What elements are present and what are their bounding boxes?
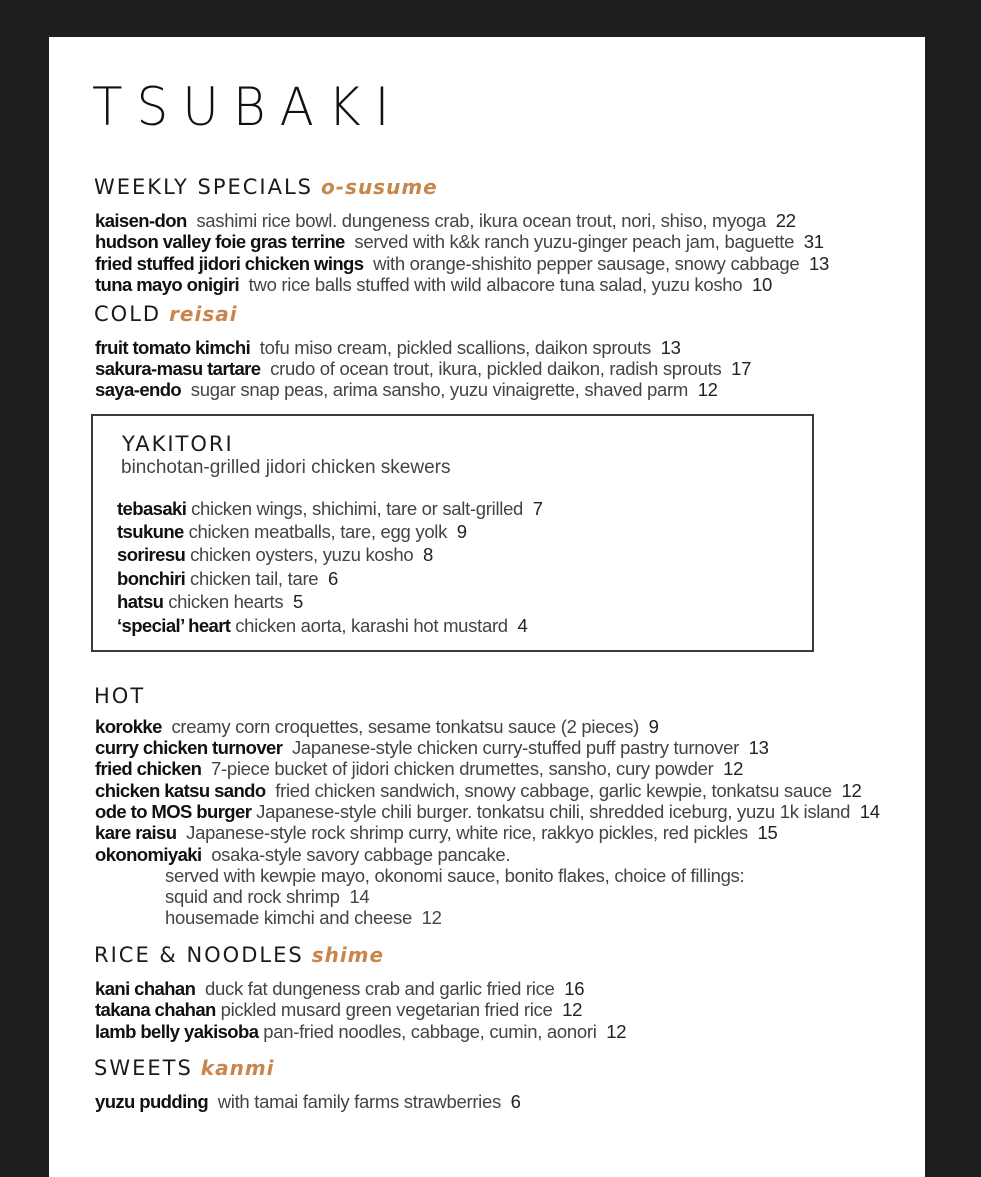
- restaurant-name: TSUBAKI: [92, 76, 404, 138]
- item-name: chicken katsu sando: [95, 780, 266, 801]
- item-desc: fried chicken sandwich, snowy cabbage, garlic kewpie, tonkatsu sauce: [275, 780, 832, 801]
- menu-item: [117, 521, 467, 542]
- item-desc: Japanese-style rock shrimp curry, white rice, rakkyo pickles, red pickles: [186, 822, 748, 843]
- item-price: 22: [775, 210, 796, 231]
- item-desc: chicken wings, shichimi, tare or salt-grilled: [191, 498, 524, 519]
- menu-item: [95, 379, 718, 400]
- item-name: hudson valley foie gras terrine: [95, 231, 345, 252]
- item-desc: two rice balls stuffed with wild albacore tuna salad, yuzu kosho: [248, 274, 743, 295]
- menu-item: [95, 780, 861, 801]
- item-name: bonchiri: [117, 568, 186, 589]
- menu-item: [95, 737, 769, 758]
- menu-item: [95, 253, 829, 274]
- item-desc: duck fat dungeness crab and garlic fried rice: [205, 978, 555, 999]
- menu-item: [95, 231, 824, 252]
- menu-item: [95, 801, 880, 822]
- item-price: 13: [748, 737, 769, 758]
- item-desc: Japanese-style chili burger. tonkatsu chili, shredded iceburg, yuzu 1k island: [256, 801, 851, 822]
- item-name: lamb belly yakisoba: [95, 1021, 259, 1042]
- section-japanese: reisai: [169, 302, 238, 326]
- item-name: ode to MOS burger: [95, 801, 252, 822]
- item-price: 12: [723, 758, 744, 779]
- item-price: 31: [803, 231, 824, 252]
- menu-item: [95, 822, 778, 843]
- section-title: HOT: [94, 684, 146, 708]
- section-title: SWEETS: [94, 1056, 193, 1080]
- item-price: 6: [510, 1091, 521, 1112]
- item-name: okonomiyaki: [95, 844, 202, 865]
- item-name: curry chicken turnover: [95, 737, 283, 758]
- menu-item: [95, 1091, 521, 1112]
- menu-item: [117, 498, 543, 519]
- item-name: sakura-masu tartare: [95, 358, 261, 379]
- menu-item: [117, 568, 338, 589]
- item-name: tebasaki: [117, 498, 187, 519]
- item-price: 13: [809, 253, 830, 274]
- menu-item: [95, 978, 584, 999]
- section-title: COLD: [94, 302, 162, 326]
- item-price: 15: [757, 822, 778, 843]
- item-price: 7: [532, 498, 543, 519]
- item-desc: Japanese-style chicken curry-stuffed puff pastry turnover: [291, 737, 739, 758]
- menu-item: [95, 210, 796, 231]
- item-desc: with orange-shishito pepper sausage, snowy cabbage: [373, 253, 800, 274]
- item-name: fried stuffed jidori chicken wings: [95, 253, 364, 274]
- item-price: 4: [517, 615, 528, 636]
- okonomiyaki-note: served with kewpie mayo, okonomi sauce, bonito flakes, choice of fillings:: [165, 865, 745, 886]
- item-name: tuna mayo onigiri: [95, 274, 239, 295]
- item-price: 5: [292, 591, 303, 612]
- option-price: 14: [349, 886, 370, 907]
- item-price: 12: [562, 999, 583, 1020]
- item-price: 13: [660, 337, 681, 358]
- item-name: kaisen-don: [95, 210, 187, 231]
- item-price: 9: [648, 716, 659, 737]
- item-price: 9: [456, 521, 467, 542]
- section-hot: [94, 684, 145, 708]
- item-price: 12: [841, 780, 862, 801]
- item-desc: chicken tail, tare: [190, 568, 319, 589]
- option-label: squid and rock shrimp: [165, 886, 340, 907]
- section-yakitori-subtitle: binchotan-grilled jidori chicken skewers: [121, 457, 451, 478]
- item-desc: tofu miso cream, pickled scallions, daikon sprouts: [259, 337, 651, 358]
- item-name: ‘special’ heart: [117, 615, 231, 636]
- option-label: housemade kimchi and cheese: [165, 907, 412, 928]
- item-name: kani chahan: [95, 978, 196, 999]
- item-desc: osaka-style savory cabbage pancake.: [211, 844, 511, 865]
- item-desc: sashimi rice bowl. dungeness crab, ikura ocean trout, nori, shiso, myoga: [196, 210, 767, 231]
- item-price: 17: [731, 358, 752, 379]
- menu-item: [95, 1021, 626, 1042]
- item-price: 10: [751, 274, 772, 295]
- item-desc: sugar snap peas, arima sansho, yuzu vinaigrette, shaved parm: [190, 379, 688, 400]
- section-weekly-specials: [94, 175, 438, 199]
- item-desc: creamy corn croquettes, sesame tonkatsu sauce (2 pieces): [171, 716, 639, 737]
- item-price: 12: [606, 1021, 627, 1042]
- item-name: kare raisu: [95, 822, 177, 843]
- menu-item: [95, 337, 681, 358]
- menu-item: [117, 544, 433, 565]
- item-price: 14: [859, 801, 880, 822]
- menu-item: [95, 274, 772, 295]
- item-desc: served with k&k ranch yuzu-ginger peach jam, baguette: [354, 231, 795, 252]
- item-name: fruit tomato kimchi: [95, 337, 251, 358]
- item-name: saya-endo: [95, 379, 182, 400]
- section-yakitori-title: YAKITORI: [122, 432, 234, 456]
- item-desc: 7-piece bucket of jidori chicken drumettes, sansho, cury powder: [211, 758, 714, 779]
- section-sweets: [94, 1056, 275, 1080]
- menu-item: [117, 591, 303, 612]
- section-title: WEEKLY SPECIALS: [94, 175, 313, 199]
- section-title: RICE & NOODLES: [94, 943, 304, 967]
- section-rice-noodles: [94, 943, 384, 967]
- item-price: 8: [423, 544, 434, 565]
- item-desc: crudo of ocean trout, ikura, pickled daikon, radish sprouts: [270, 358, 722, 379]
- item-price: 12: [697, 379, 718, 400]
- menu-item: [95, 358, 751, 379]
- item-desc: pan-fried noodles, cabbage, cumin, aonori: [263, 1021, 597, 1042]
- option-price: 12: [421, 907, 442, 928]
- item-name: tsukune: [117, 521, 184, 542]
- item-desc: chicken oysters, yuzu kosho: [190, 544, 414, 565]
- section-cold: [94, 302, 238, 326]
- menu-item: [117, 615, 527, 636]
- menu-item: [95, 716, 659, 737]
- item-desc: chicken meatballs, tare, egg yolk: [188, 521, 448, 542]
- item-name: soriresu: [117, 544, 186, 565]
- menu-item: [95, 844, 510, 865]
- section-japanese: o-susume: [321, 175, 438, 199]
- menu-item: [95, 758, 743, 779]
- item-name: yuzu pudding: [95, 1091, 209, 1112]
- item-price: 6: [327, 568, 338, 589]
- section-japanese: shime: [311, 943, 385, 967]
- okonomiyaki-option: [165, 886, 369, 908]
- section-japanese: kanmi: [200, 1056, 275, 1080]
- item-name: takana chahan: [95, 999, 216, 1020]
- item-name: hatsu: [117, 591, 164, 612]
- menu-item: [95, 999, 582, 1020]
- item-name: fried chicken: [95, 758, 202, 779]
- item-desc: pickled musard green vegetarian fried rice: [220, 999, 553, 1020]
- item-desc: with tamai family farms strawberries: [217, 1091, 501, 1112]
- item-desc: chicken hearts: [168, 591, 284, 612]
- item-name: korokke: [95, 716, 162, 737]
- okonomiyaki-option: [165, 907, 442, 929]
- item-price: 16: [564, 978, 585, 999]
- item-desc: chicken aorta, karashi hot mustard: [235, 615, 508, 636]
